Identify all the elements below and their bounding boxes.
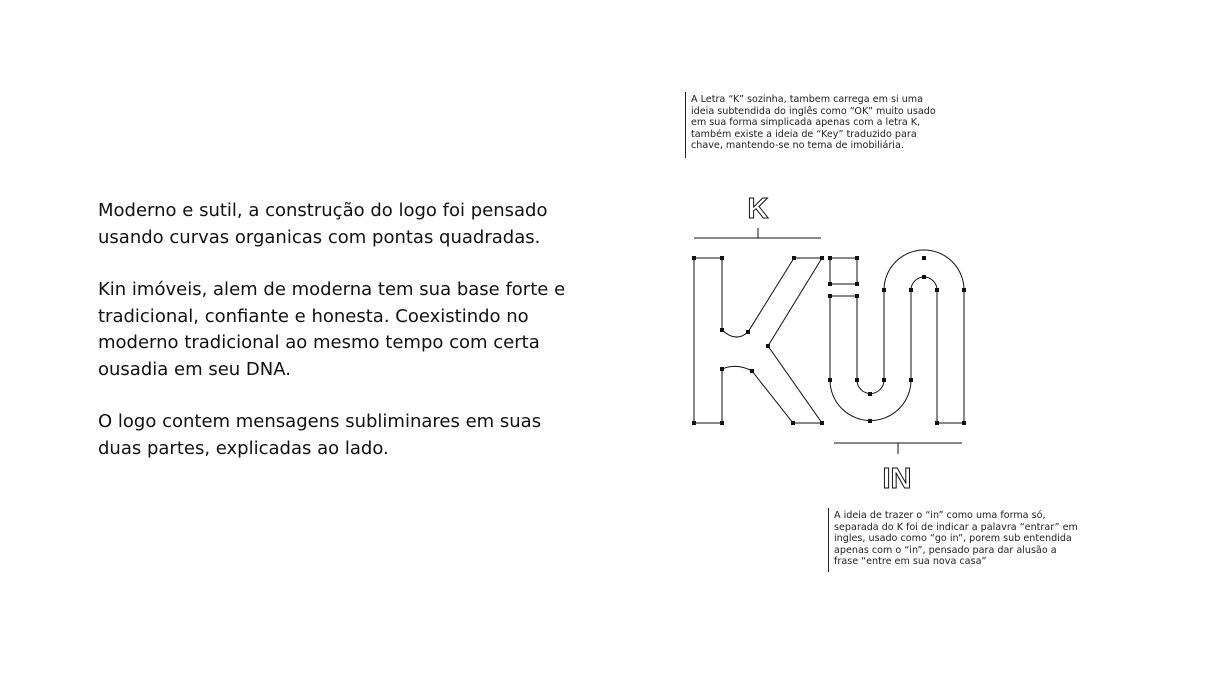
label-k: K [747, 193, 769, 225]
label-in: IN [882, 463, 912, 495]
logo-k-outline [694, 258, 822, 423]
paragraph-1: Moderno e sutil, a construção do logo foi pensado usando curvas organicas com pontas quadradas. [98, 200, 548, 248]
paragraph-3: O logo contem mensagens subliminares em suas duas partes, explicadas ao lado. [98, 411, 542, 459]
note-in: A ideia de trazer o “in” como uma forma só, separada do K foi de indicar a palavra “entrar” em ingles, usado como “go in”, porem sub entendida apenas com o “in”, pensado para dar alusão a frase “entre em sua nova casa” [828, 508, 1079, 572]
logo-i-dot [830, 258, 857, 284]
note-k: A Letra “K” sozinha, tambem carrega em si uma ideia subtendida do inglês como “OK” muito usado em sua forma simplicada apenas com a letra K, também existe a ideia de “Key” traduzido para chave, mantendo-se no tema de imobiliária. [685, 92, 941, 158]
paragraph-2: Kin imóveis, alem de moderna tem sua base forte e tradicional, confiante e honesta. Coexistindo no moderno tradicional ao mesmo tempo com certa ousadia em seu DNA. [98, 279, 566, 380]
logo-in-outline [830, 250, 964, 423]
